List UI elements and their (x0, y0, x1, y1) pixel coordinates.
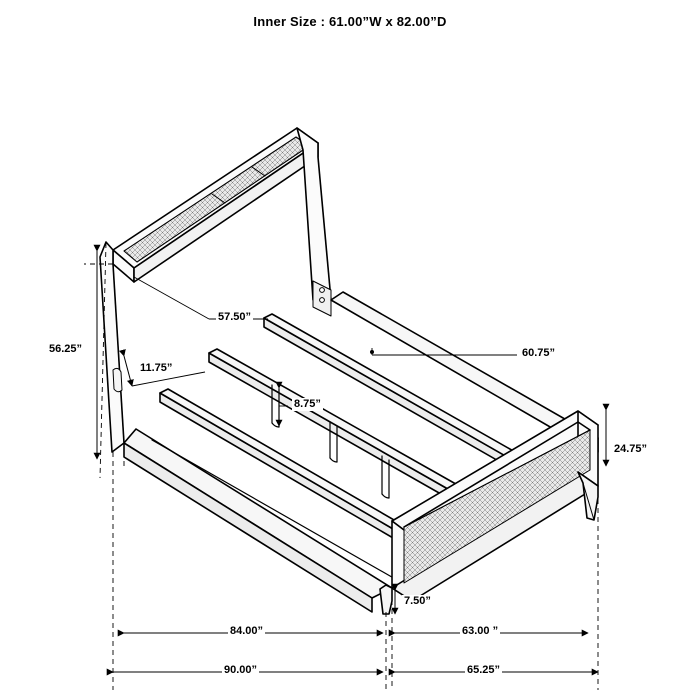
bed-illustration (100, 128, 598, 614)
dim-headboard-leg-clearance: 11.75” (140, 362, 173, 374)
dim-rail-length: 60.75” (522, 347, 556, 359)
dim-slat-support-height: 8.75” (294, 398, 321, 410)
dim-overall-width: 65.25” (467, 664, 501, 676)
dim-overall-length: 90.00” (224, 664, 258, 676)
dim-footboard-clearance: 7.50” (404, 595, 431, 607)
dim-side-rail-length: 84.00” (230, 625, 264, 637)
dim-footboard-height: 24.75” (614, 443, 648, 455)
page-title: Inner Size : 61.00”W x 82.00”D (253, 14, 447, 29)
dim-footboard-width: 63.00 ” (462, 625, 499, 637)
dim-headboard-height: 56.25” (49, 343, 83, 355)
dim-headboard-panel-width: 57.50” (218, 311, 252, 323)
